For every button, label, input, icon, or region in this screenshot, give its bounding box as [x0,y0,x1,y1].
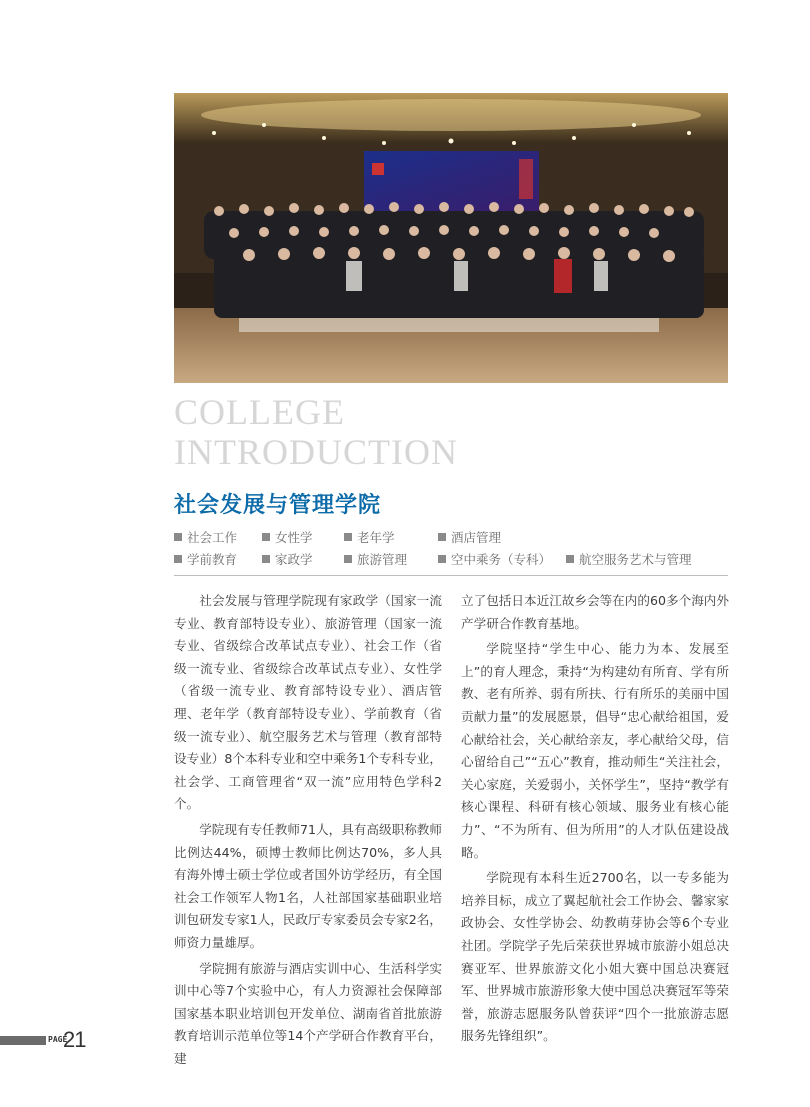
page-label: PAGE [48,1035,68,1044]
english-title-line1: COLLEGE [174,392,345,432]
major-tags [174,528,728,572]
tag-row-2 [174,550,728,572]
body-column-right [461,590,729,1051]
paragraph: 社会发展与管理学院现有家政学（国家一流专业、教育部特设专业）、旅游管理（国家一流专业、省级综合改革试点专业）、社会工作（省级一流专业、省级综合改革试点专业）、女性学（省级一流专业、教育部特设专业）、酒店管理、老年学（教育部特设专业）、学前教育（省级一流专业）、航空服务艺术与管理（教育部特设专业）8个本科专业和空中乘务1个专科专业，社会学、工商管理省“双一流”应用特色学科2个。 [174,593,442,812]
english-title [174,392,458,472]
square-bullet-icon [566,555,574,563]
section-divider [174,575,728,576]
square-bullet-icon [174,555,182,563]
square-bullet-icon [262,533,270,541]
tag-item: 学前教育 [174,550,237,568]
tag-item: 酒店管理 [438,528,501,546]
college-title: 社会发展与管理学院 [174,493,382,518]
square-bullet-icon [344,555,352,563]
square-bullet-icon [438,533,446,541]
tag-item: 家政学 [262,550,313,568]
body-column-left [174,590,442,1073]
square-bullet-icon [438,555,446,563]
tag-item: 老年学 [344,528,395,546]
page-bar [0,1036,46,1045]
tag-item: 空中乘务（专科） [438,550,551,568]
square-bullet-icon [174,533,182,541]
paragraph: 学院现有本科生近2700名，以一专多能为培养目标，成立了翼起航社会工作协会、馨家家政协会、女性学协会、幼教萌芽协会等6个专业社团。学院学子先后荣获世界城市旅游小姐总决赛亚军、世界旅游文化小姐大赛中国总决赛冠军、世界城市旅游形象大使中国总决赛冠军等荣誉，旅游志愿服务队曾获评“四个一批旅游志愿服务先锋组织”。 [461,870,729,1044]
page-number-block [0,1027,90,1051]
english-title-line2: INTRODUCTION [174,432,458,472]
tag-item: 社会工作 [174,528,237,546]
tag-row-1 [174,528,728,550]
tag-item: 航空服务艺术与管理 [566,550,692,568]
square-bullet-icon [344,533,352,541]
page-number: 21 [63,1027,86,1052]
paragraph: 学院现有专任教师71人，具有高级职称教师比例达44%，硕博士教师比例达70%，多人具有海外博士硕士学位或者国外访学经历，有全国社会工作领军人物1名，人社部国家基础职业培训包研发专家1人，民政厅专家委员会专家2名，师资力量雄厚。 [174,821,442,950]
tag-item: 旅游管理 [344,550,407,568]
paragraph-continued: 立了包括日本近江故乡会等在内的60多个海内外产学研合作教育基地。 [461,593,729,631]
group-photo-image [174,93,728,383]
paragraph: 学院坚持“学生中心、能力为本、发展至上”的育人理念，秉持“为构建幼有所育、学有所教、老有所养、弱有所扶、行有所乐的美丽中国贡献力量”的发展愿景，倡导“忠心献给祖国，爱心献给社会，关心献给亲友，孝心献给父母，信心留给自己”“五心”教育，推动师生“关注社会，关心家庭，关爱弱小，关怀学生”，坚持“教学有核心课程、科研有核心领域、服务业有核心能力”、“不为所有、但为所用”的人才队伍建设战略。 [461,641,729,860]
square-bullet-icon [262,555,270,563]
paragraph: 学院拥有旅游与酒店实训中心、生活科学实训中心等7个实验中心，有人力资源社会保障部国家基本职业培训包开发单位、湖南省首批旅游教育培训示范单位等14个产学研合作教育平台，建 [174,960,442,1066]
group-photo [174,93,728,383]
tag-item: 女性学 [262,528,313,546]
